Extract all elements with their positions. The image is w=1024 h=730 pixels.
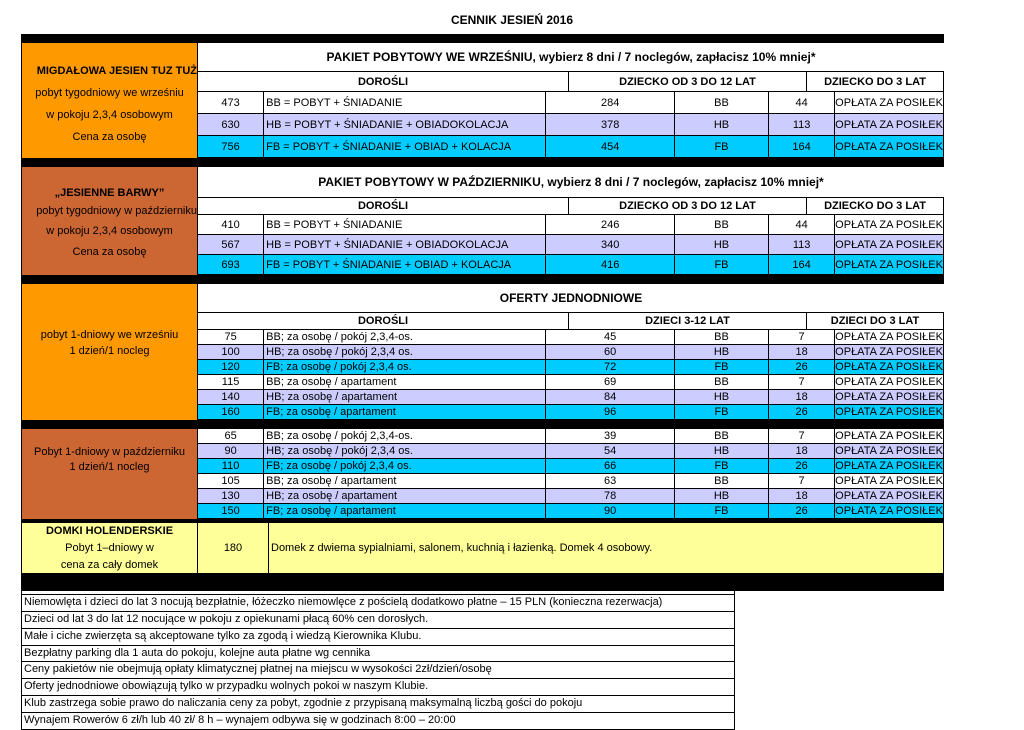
price-row	[198, 215, 944, 235]
child-price: 246	[546, 215, 675, 234]
infant-price: 18	[769, 345, 835, 359]
price-row	[198, 375, 944, 390]
infant-price: 113	[769, 114, 835, 135]
price-row	[198, 92, 944, 114]
child-meal-code: HB	[675, 114, 769, 135]
price-row	[198, 429, 944, 444]
infant-note: OPŁATA ZA POSIŁEK	[835, 475, 943, 487]
section-table	[198, 429, 944, 519]
infant-price: 7	[769, 474, 835, 488]
adult-price: 110	[198, 459, 264, 473]
infant-note: OPŁATA ZA POSIŁEK	[835, 136, 944, 157]
section-label	[22, 43, 198, 158]
package-description: BB = POBYT + ŚNIADANIE	[264, 92, 546, 113]
infant-note: OPŁATA ZA POSIŁEK	[835, 92, 944, 113]
price-row	[198, 504, 944, 519]
child-meal-code: BB	[675, 215, 769, 234]
price-row	[198, 136, 944, 158]
offer-duration: 1 dzień/1 nocleg	[69, 345, 150, 357]
infant-note: OPŁATA ZA POSIŁEK	[835, 391, 943, 403]
package-description: FB; za osobę / apartament	[264, 405, 546, 419]
infant-price: 7	[769, 429, 835, 443]
infant-note: OPŁATA ZA POSIŁEK	[835, 445, 943, 457]
infant-price: 113	[769, 235, 835, 254]
child-price: 45	[546, 330, 675, 344]
child-price: 454	[546, 136, 675, 157]
rows	[198, 215, 944, 275]
child-price: 66	[546, 459, 675, 473]
package-description: BB; za osobę / apartament	[264, 474, 546, 488]
child-meal-code: BB	[675, 330, 769, 344]
adult-price: 75	[198, 330, 264, 344]
child-meal-code: FB	[675, 255, 769, 274]
cottage-price: 180	[198, 523, 269, 573]
child-price: 340	[546, 235, 675, 254]
package-description: HB; za osobę / apartament	[264, 489, 546, 503]
package-description: FB; za osobę / apartament	[264, 504, 546, 518]
child-price: 63	[546, 474, 675, 488]
note-item: Niemowlęta i dzieci do lat 3 nocują bezpłatnie, łóżeczko niemowlęce z pościelą dodatkowo płatne – 15 PLN (konieczna rezerwacja)	[22, 595, 734, 612]
note-item: Dzieci od lat 3 do lat 12 nocujące w pokoju z opiekunami płacą 60% cen dorosłych.	[22, 612, 734, 629]
package-description: BB; za osobę / apartament	[264, 375, 546, 389]
infant-note: OPŁATA ZA POSIŁEK	[835, 361, 943, 373]
price-sheet	[21, 34, 944, 591]
package-name: MIGDAŁOWA JESIEN TUZ TUŻ	[36, 65, 197, 77]
child-meal-code: BB	[675, 92, 769, 113]
child-meal-code: BB	[675, 429, 769, 443]
price-row	[198, 474, 944, 489]
price-row	[198, 444, 944, 459]
package-description: BB = POBYT + ŚNIADANIE	[264, 215, 546, 234]
price-row	[198, 459, 944, 474]
child-meal-code: FB	[675, 136, 769, 157]
package-room: w pokoju 2,3,4 osobowym	[46, 109, 173, 121]
cottage-name: DOMKI HOLENDERSKIE	[45, 525, 174, 537]
section-one-day-september	[21, 284, 944, 420]
price-row	[198, 489, 944, 504]
package-description: BB; za osobę / pokój 2,3,4-os.	[264, 330, 546, 344]
package-description: HB = POBYT + ŚNIADANIE + OBIADOKOLACJA	[264, 235, 546, 254]
section-table	[198, 167, 944, 275]
child-meal-code: HB	[675, 390, 769, 404]
col-infants: DZIECI DO 3 LAT	[807, 313, 944, 329]
adult-price: 693	[198, 255, 264, 274]
separator-bar	[21, 275, 944, 284]
child-price: 78	[546, 489, 675, 503]
child-meal-code: FB	[675, 504, 769, 518]
adult-price: 100	[198, 345, 264, 359]
section-one-day-october	[21, 429, 944, 519]
col-adults: DOROŚLI	[198, 313, 569, 329]
section-table	[198, 284, 944, 420]
child-meal-code: FB	[675, 360, 769, 374]
note-item: Klub zastrzega sobie prawo do naliczania ceny za pobyt, zgodnie z przypisaną maksymalną liczbą gości do pokoju	[22, 696, 734, 713]
adult-price: 115	[198, 375, 264, 389]
note-item: Ceny pakietów nie obejmują opłaty klimatycznej płatnej na miejscu w wysokości 2zł/dzień/osobę	[22, 662, 734, 679]
package-subtitle: pobyt tygodniowy we wrześniu	[35, 87, 184, 99]
infant-price: 164	[769, 136, 835, 157]
col-children: DZIECKO OD 3 DO 12 LAT	[569, 72, 807, 91]
adult-price: 410	[198, 215, 264, 234]
infant-note: OPŁATA ZA POSIŁEK	[835, 255, 944, 274]
infant-note: OPŁATA ZA POSIŁEK	[835, 346, 943, 358]
infant-note: OPŁATA ZA POSIŁEK	[835, 215, 944, 234]
price-row	[198, 360, 944, 375]
col-infants: DZIECKO DO 3 LAT	[807, 72, 944, 91]
child-meal-code: FB	[675, 459, 769, 473]
infant-note: OPŁATA ZA POSIŁEK	[835, 430, 943, 442]
child-meal-code: FB	[675, 405, 769, 419]
rows	[198, 330, 944, 420]
package-price-note: Cena za osobę	[72, 246, 147, 258]
package-header: PAKIET POBYTOWY W PAŹDZIERNIKU, wybierz 8 dni / 7 noclegów, zapłacisz 10% mniej*	[198, 167, 944, 198]
price-row	[198, 330, 944, 345]
notes-list	[21, 577, 735, 730]
adult-price: 473	[198, 92, 264, 113]
price-row	[198, 405, 944, 420]
infant-price: 18	[769, 444, 835, 458]
package-description: FB; za osobę / pokój 2,3,4 os.	[264, 360, 546, 374]
infant-note: OPŁATA ZA POSIŁEK	[835, 114, 944, 135]
col-adults: DOROŚLI	[198, 72, 569, 91]
section-table	[198, 523, 944, 573]
adult-price: 105	[198, 474, 264, 488]
adult-price: 140	[198, 390, 264, 404]
infant-price: 26	[769, 459, 835, 473]
child-price: 54	[546, 444, 675, 458]
section-september-package	[21, 43, 944, 158]
note-item: Oferty jednodniowe obowiązują tylko w przypadku wolnych pokoi w naszym Klubie.	[22, 679, 734, 696]
package-description: HB; za osobę / pokój 2,3,4 os.	[264, 444, 546, 458]
infant-note: OPŁATA ZA POSIŁEK	[835, 331, 943, 343]
adult-price: 567	[198, 235, 264, 254]
column-headers	[198, 313, 944, 330]
infant-note: OPŁATA ZA POSIŁEK	[835, 406, 943, 418]
adult-price: 65	[198, 429, 264, 443]
infant-note: OPŁATA ZA POSIŁEK	[835, 490, 943, 502]
package-room: w pokoju 2,3,4 osobowym	[46, 225, 173, 237]
offer-name: pobyt 1-dniowy we wrześniu	[40, 329, 179, 341]
cottage-price-note: cena za cały domek	[60, 559, 159, 571]
package-description: FB = POBYT + ŚNIADANIE + OBIAD + KOLACJA	[264, 136, 546, 157]
offer-name: Pobyt 1-dniowy w październiku	[33, 446, 186, 458]
infant-price: 7	[769, 375, 835, 389]
adult-price: 160	[198, 405, 264, 419]
section-label	[22, 523, 198, 573]
child-meal-code: HB	[675, 345, 769, 359]
adult-price: 130	[198, 489, 264, 503]
infant-price: 26	[769, 504, 835, 518]
section-label	[22, 284, 198, 420]
child-meal-code: BB	[675, 474, 769, 488]
child-price: 378	[546, 114, 675, 135]
child-meal-code: HB	[675, 489, 769, 503]
child-meal-code: BB	[675, 375, 769, 389]
adult-price: 120	[198, 360, 264, 374]
section-dutch-cottages	[21, 523, 944, 574]
note-item: BB – śniadanie; HB - śniadanie + obiadokolacja; FB - śniadanie + obiad + kolacja.	[22, 578, 734, 595]
infant-price: 44	[769, 92, 835, 113]
package-header: PAKIET POBYTOWY WE WRZEŚNIU, wybierz 8 dni / 7 noclegów, zapłacisz 10% mniej*	[198, 43, 944, 72]
adult-price: 756	[198, 136, 264, 157]
package-description: HB; za osobę / apartament	[264, 390, 546, 404]
child-price: 72	[546, 360, 675, 374]
price-row	[198, 255, 944, 275]
price-row	[198, 235, 944, 255]
child-price: 84	[546, 390, 675, 404]
package-description: BB; za osobę / pokój 2,3,4-os.	[264, 429, 546, 443]
child-price: 90	[546, 504, 675, 518]
note-item: Małe i ciche zwierzęta są akceptowane tylko za zgodą i wiedzą Kierownika Klubu.	[22, 629, 734, 646]
infant-price: 44	[769, 215, 835, 234]
col-adults: DOROŚLI	[198, 198, 569, 214]
package-subtitle: pobyt tygodniowy w październiku	[36, 205, 197, 217]
cottage-stay: Pobyt 1–dniowy w	[65, 542, 154, 554]
infant-price: 7	[769, 330, 835, 344]
separator-bar	[21, 158, 944, 167]
col-infants: DZIECKO DO 3 LAT	[807, 198, 944, 214]
child-price: 284	[546, 92, 675, 113]
rows	[198, 92, 944, 158]
child-meal-code: HB	[675, 444, 769, 458]
child-meal-code: HB	[675, 235, 769, 254]
package-name: „JESIENNE BARWY”	[54, 187, 165, 199]
column-headers	[198, 198, 944, 215]
page-title: CENNIK JESIEŃ 2016	[450, 13, 574, 27]
package-description: FB; za osobę / pokój 2,3,4 os.	[264, 459, 546, 473]
price-row	[198, 390, 944, 405]
child-price: 60	[546, 345, 675, 359]
section-label	[22, 429, 198, 519]
note-item: Bezpłatny parking dla 1 auta do pokoju, kolejne auta płatne wg cennika	[22, 646, 734, 663]
adult-price: 90	[198, 444, 264, 458]
infant-price: 26	[769, 360, 835, 374]
section-table	[198, 43, 944, 158]
col-children: DZIECKO OD 3 DO 12 LAT	[569, 198, 807, 214]
adult-price: 150	[198, 504, 264, 518]
column-headers	[198, 72, 944, 92]
package-price-note: Cena za osobę	[72, 131, 147, 143]
package-description: HB; za osobę / pokój 2,3,4 os.	[264, 345, 546, 359]
col-children: DZIECI 3-12 LAT	[569, 313, 807, 329]
infant-note: OPŁATA ZA POSIŁEK	[835, 505, 943, 517]
infant-price: 18	[769, 390, 835, 404]
section-october-package	[21, 167, 944, 275]
child-price: 69	[546, 375, 675, 389]
infant-note: OPŁATA ZA POSIŁEK	[835, 235, 944, 254]
infant-price: 26	[769, 405, 835, 419]
infant-price: 18	[769, 489, 835, 503]
infant-price: 164	[769, 255, 835, 274]
separator-bar	[21, 420, 944, 429]
child-price: 416	[546, 255, 675, 274]
infant-note: OPŁATA ZA POSIŁEK	[835, 460, 943, 472]
offers-header: OFERTY JEDNODNIOWE	[198, 284, 944, 313]
note-item: Wynajem Rowerów 6 zł/h lub 40 zł/ 8 h – wynajem odbywa się w godzinach 8:00 – 20:00	[22, 713, 734, 730]
separator-bar	[21, 34, 944, 43]
price-row	[198, 114, 944, 136]
child-price: 96	[546, 405, 675, 419]
adult-price: 630	[198, 114, 264, 135]
section-label	[22, 167, 198, 275]
price-row	[198, 345, 944, 360]
child-price: 39	[546, 429, 675, 443]
cottage-description: Domek z dwiema sypialniami, salonem, kuchnią i łazienką. Domek 4 osobowy.	[269, 523, 944, 573]
offer-duration: 1 dzień/1 nocleg	[69, 461, 150, 473]
rows	[198, 429, 944, 519]
package-description: FB = POBYT + ŚNIADANIE + OBIAD + KOLACJA	[264, 255, 546, 274]
package-description: HB = POBYT + ŚNIADANIE + OBIADOKOLACJA	[264, 114, 546, 135]
infant-note: OPŁATA ZA POSIŁEK	[835, 376, 943, 388]
